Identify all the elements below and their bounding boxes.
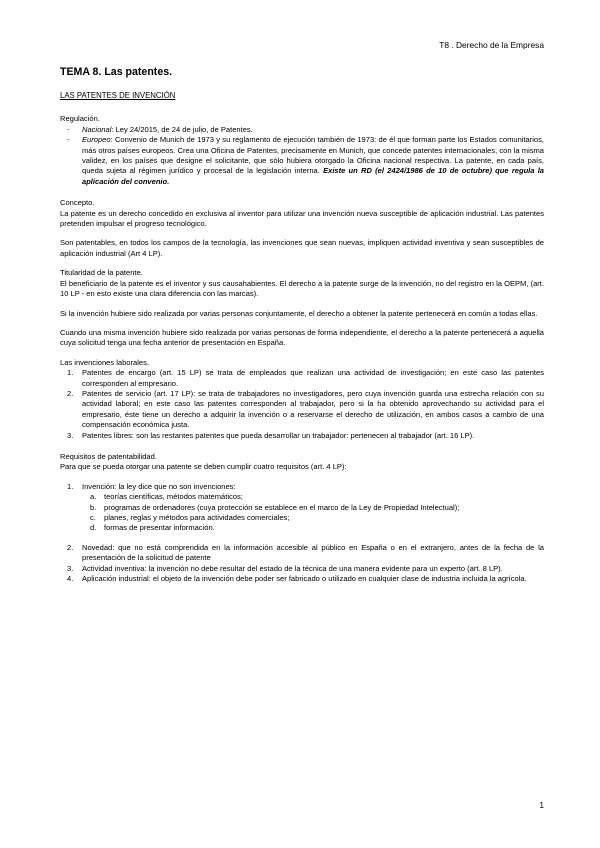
sub-list-item: [82, 503, 544, 513]
list-item-text: : Convenio de Munich de 1973 y su reglamento de ejecución también de 1973: de él que forman parte los Estados comunitarios, más otros países europeos. Crea una Oficina de Patentes, precisamente en Munich, que concede patentes internacionales, con la misma validez, en los países que designe el solicitante, que sólo hubiera otorgado la Oficina nacional respectiva. La patente, en cada país, queda sujeta al régimen jurídico y procesal de la legislación interna.: [82, 135, 544, 176]
running-header: T8 . Derecho de la Empresa: [439, 40, 544, 50]
sub-list-marker: d.: [90, 523, 97, 533]
list-item: [60, 125, 544, 135]
sub-list-text: formas de presentar información.: [104, 523, 215, 533]
list-item-text: : Ley 24/2015, de 24 de julio, de Patentes.: [111, 124, 253, 134]
list-item: [60, 543, 544, 564]
titularidad-paragraph-3: Cuando una misma invención hubiere sido realizada por varias personas de forma independiente, el derecho a la patente pertenecerá a aquella cuya solicitud tenga una fecha anterior de presentación en España.: [60, 327, 544, 348]
list-marker: 3.: [67, 430, 74, 440]
page-number: 1: [539, 800, 544, 810]
list-item-note: Existe un RD (el 2424/1986 de 10 de octubre) que regula la aplicación del convenio.: [82, 166, 544, 186]
sub-list-text: programas de ordenadores (cuya protección se establece en el marco de la Ley de Propiedad Intelectual);: [104, 502, 460, 512]
requisitos-list-continued: [60, 543, 544, 585]
sub-list: [82, 492, 544, 534]
titularidad-paragraph-2: Si la invención hubiere sido realizada por varias personas conjuntamente, el derecho a obtener la patente pertenecerá en común a todas ellas.: [60, 308, 538, 318]
titularidad-paragraph-1: El beneficiario de la patente es el inventor y sus causahabientes. El derecho a la patente surge de la invención, no del registro en la OEPM, (art. 10 LP - en esto existe una clara diferencia con las marcas).: [60, 278, 544, 299]
laborales-heading: Las invenciones laborales.: [60, 357, 149, 367]
sub-list-text: planes, reglas y métodos para actividades comerciales;: [104, 513, 290, 522]
concepto-paragraph-2: Son patentables, en todos los campos de la tecnología, las invenciones que sean nuevas, impliquen actividad inventiva y sean susceptibles de aplicación industrial (Art 4 LP).: [60, 238, 544, 258]
laborales-list: [60, 368, 544, 441]
list-item: [60, 368, 544, 389]
list-item-text: Invención: la ley dice que no son invenciones:: [82, 481, 236, 491]
concepto-heading: Concepto.: [60, 198, 95, 208]
sub-list-marker: a.: [90, 492, 97, 502]
titularidad-heading: Titularidad de la patente.: [60, 268, 143, 278]
list-item: [60, 431, 544, 441]
sub-list-item: [82, 492, 544, 502]
list-item: [60, 564, 544, 574]
list-item: [60, 389, 544, 431]
list-item-text: Actividad inventiva: la invención no debe resultar del estado de la técnica de una manera evidente para un experto (art. 8 LP).: [82, 563, 503, 573]
list-marker: 2.: [67, 388, 74, 398]
regulacion-list: [60, 125, 544, 187]
list-marker: 1.: [67, 481, 74, 491]
document-body: [60, 66, 544, 584]
sub-list-marker: c.: [90, 513, 96, 522]
concepto-paragraph-1: La patente es un derecho concedido en exclusiva al inventor para utilizar una invención nueva susceptible de aplicación industrial. Las patentes pretenden impulsar el progreso tecnológico.: [60, 208, 544, 229]
list-item-label: Nacional: [82, 124, 112, 134]
list-item: [60, 482, 544, 534]
list-marker: 1.: [67, 368, 74, 378]
list-marker: 3.: [67, 563, 74, 573]
list-marker: -: [67, 135, 70, 145]
list-item-text: Patentes de encargo (art. 15 LP) se trata de empleados que realizan una actividad de investigación; en este caso las patentes corresponden al empresario.: [82, 368, 544, 388]
sub-list-marker: b.: [90, 502, 97, 512]
regulacion-heading: Regulación.: [60, 114, 100, 124]
list-item-text: Novedad: que no está comprendida en la información accesible al público en España o en el extranjero, antes de la fecha de la presentación de la solicitud de patente: [82, 542, 544, 563]
list-item-label: Europeo: [82, 135, 111, 145]
list-item: [60, 574, 544, 584]
list-item-text: Patentes de servicio (art. 17 LP): se trata de trabajadores no investigadores, pero cuya invención guarda una estrecha relación con su actividad laboral; en este caso las patentes corresponden al trabajador, pero si la ha obtenido aprovechando su actividad para el empresario, éste tiene un derecho a adquirir la invención o a reservarse el derecho de utilización, en ambos casos a cambio de una compensación económica justa.: [82, 388, 544, 430]
sub-list-item: [82, 523, 544, 533]
requisitos-heading: Requisitos de patentabilidad.: [60, 451, 157, 461]
list-marker: -: [67, 124, 70, 134]
list-item: [60, 135, 544, 187]
requisitos-intro: Para que se pueda otorgar una patente se deben cumplir cuatro requisitos (art. 4 LP):: [60, 462, 347, 472]
page-title: TEMA 8. Las patentes.: [60, 66, 173, 78]
list-item-text: Patentes libres: son las restantes patentes que pueda desarrollar un trabajador: pertenecen al trabajador (art. 16 LP).: [82, 430, 475, 440]
section-title: LAS PATENTES DE INVENCIÓN: [60, 91, 176, 100]
sub-list-item: [82, 513, 544, 523]
sub-list-text: teorías científicas, métodos matemáticos;: [104, 492, 243, 502]
list-item-text: Aplicación industrial: el objeto de la invención debe poder ser fabricado o utilizado en cualquier clase de industria incluida la agrícola.: [82, 574, 527, 584]
list-marker: 2.: [67, 542, 74, 552]
list-marker: 4.: [67, 574, 74, 584]
requisitos-list: [60, 482, 544, 534]
